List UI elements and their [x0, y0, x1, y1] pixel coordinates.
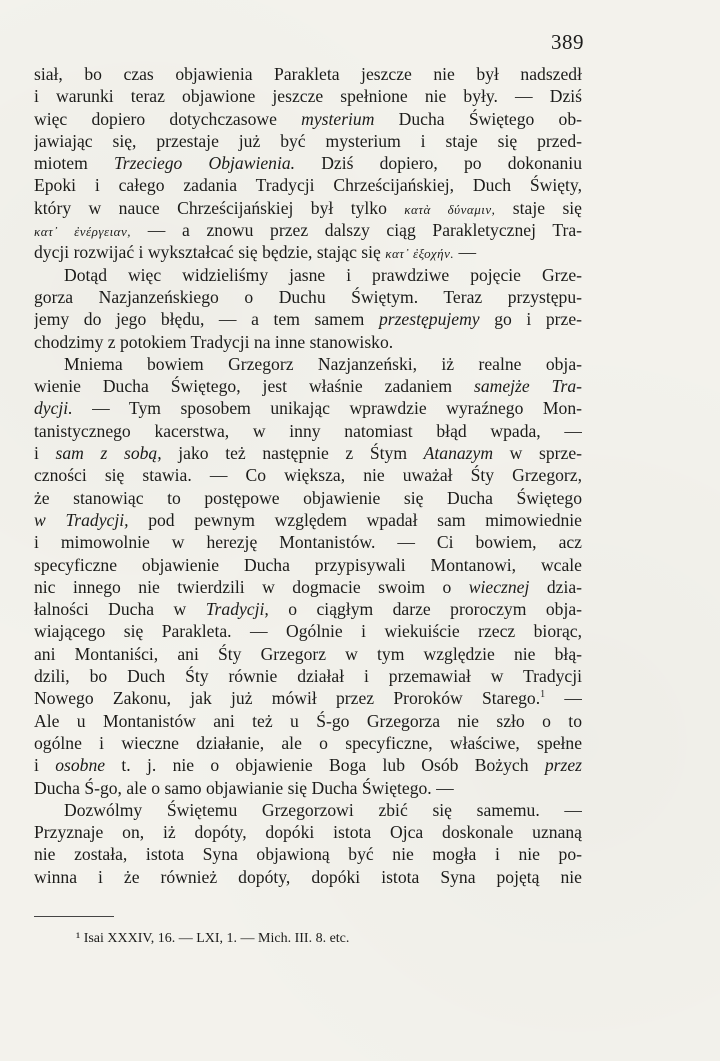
text-segment: — [545, 688, 582, 709]
text-line [34, 754, 582, 776]
italic-text: samejże Tra- [474, 376, 582, 397]
text-segment: pod pewnym względem wpadał sam mimowiednie [128, 509, 582, 530]
italic-text: sam z sobą, [55, 443, 162, 464]
text-line [34, 487, 582, 509]
greek-phrase: κατ᾽ ἐνέργειαν, [34, 224, 132, 240]
italic-text: Tradycji, [205, 599, 269, 620]
text-segment: jemy do jego błędu, — a tem samem [34, 309, 379, 330]
text-line [34, 732, 582, 754]
text-line [34, 598, 582, 620]
italic-text: w Tradycji, [34, 509, 129, 530]
text-segment: — Tym sposobem unikając wprawdzie wyraźnego Mon- [72, 398, 582, 419]
page-number: 389 [551, 30, 584, 54]
text-line [34, 442, 582, 464]
italic-text: wiecznej [468, 576, 530, 597]
text-line [34, 710, 582, 732]
italic-text: mysterium [301, 108, 375, 129]
text-segment: o ciągłym darze proroczym obja- [268, 599, 582, 620]
text-segment: i [34, 443, 56, 464]
text-segment: — [454, 242, 477, 263]
text-segment: który w nauce Chrześcijańskiej był tylko [34, 197, 405, 218]
text-segment: i mimowolnie w herezję Montanistów. — Ci bowiem, acz [34, 532, 582, 553]
text-line [34, 777, 582, 799]
text-line [34, 353, 582, 375]
text-line [34, 531, 582, 553]
text-segment: i warunki teraz objawione jeszcze spełnione nie były. — Dziś [34, 86, 582, 107]
text-line [34, 130, 582, 152]
footnote-marker: 1 [540, 689, 546, 701]
text-segment: Dziś dopiero, po dokonaniu [295, 153, 582, 174]
text-line [34, 308, 582, 330]
text-line [34, 219, 582, 241]
text-segment: Ducha Ś-go, ale o samo objawianie się Ducha Świętego. — [34, 777, 454, 798]
italic-text: osobne [55, 755, 106, 776]
text-line [34, 63, 582, 85]
greek-phrase: κατ᾽ ἐξοχήν. [385, 246, 455, 262]
footnote: ¹ Isai XXXIV, 16. — LXI, 1. — Mich. III. 8. etc. [76, 931, 350, 946]
text-line [34, 397, 582, 419]
text-line [34, 420, 582, 442]
text-segment: ogólne i wieczne działanie, ale o specyficzne, właściwe, spełne [34, 732, 582, 753]
text-line [34, 509, 582, 531]
text-segment: wiającego się Parakleta. — Ogólnie i wiekuiście rzecz biorąc, [34, 621, 582, 642]
text-segment: czności się stawia. — Co większa, nie uważał Śty Grzegorz, [34, 465, 582, 486]
text-segment: więc dopiero dotychczasowe [34, 108, 302, 129]
text-segment: wienie Ducha Świętego, jest właśnie zadaniem [34, 376, 475, 397]
text-segment: siał, bo czas objawienia Parakleta jeszcze nie był nadszedł [34, 64, 582, 84]
text-segment: w sprze- [493, 443, 582, 464]
text-segment: Ducha Świętego ob- [374, 108, 582, 129]
text-segment: ani Montaniści, ani Śty Grzegorz w tym względzie nie błą- [34, 643, 582, 664]
text-line [34, 843, 582, 865]
greek-phrase: κατὰ δύναμιν, [404, 201, 496, 217]
text-line [34, 821, 582, 843]
text-segment: łalności Ducha w [34, 599, 206, 620]
footnote-divider [34, 916, 114, 917]
italic-text: przestępujemy [378, 309, 480, 330]
text-line [34, 241, 582, 263]
text-segment: Nowego Zakonu, jak już mówił przez Proroków Starego. [34, 688, 541, 709]
text-segment: miotem [34, 153, 114, 174]
text-segment: dzili, bo Duch Śty równie działał i przemawiał w Tradycji [34, 666, 582, 687]
text-line [34, 554, 582, 576]
text-line [34, 643, 582, 665]
text-line [34, 687, 582, 709]
text-segment: Przyznaje on, iż dopóty, dopóki istota Ojca doskonale uznaną [34, 822, 582, 843]
text-segment: staje się [495, 197, 582, 218]
text-line [34, 197, 582, 219]
text-segment: dzia- [529, 576, 582, 597]
text-segment: że stanowiąc to postępowe objawienie się Ducha Świętego [34, 487, 582, 508]
text-segment: Epoki i całego zadania Tradycji Chrześcijańskiej, Duch Święty, [34, 175, 582, 196]
text-line [34, 286, 582, 308]
italic-text: dycji. [34, 398, 73, 419]
text-segment: go i prze- [479, 309, 582, 330]
text-line [34, 375, 582, 397]
body-text [34, 63, 582, 888]
text-segment: Mniema bowiem Grzegorz Nazjanzeński, iż realne obja- [64, 353, 582, 374]
text-segment: Dozwólmy Świętemu Grzegorzowi zbić się samemu. — [64, 799, 582, 820]
italic-text: Atanazym [423, 443, 494, 464]
text-segment: Dotąd więc widzieliśmy jasne i prawdziwe pojęcie Grze- [64, 264, 582, 285]
text-segment: winna i że również dopóty, dopóki istota Syna pojętą nie [34, 866, 582, 887]
text-segment: i [34, 755, 56, 776]
italic-text: przez [544, 755, 582, 776]
text-line [34, 85, 582, 107]
text-line [34, 576, 582, 598]
text-segment: jawiając się, przestaje już być mysterium i staje się przed- [34, 130, 582, 151]
text-segment: chodzimy z potokiem Tradycji na inne stanowisko. [34, 331, 394, 352]
text-segment: t. j. nie o objawienie Boga lub Osób Bożych [105, 755, 545, 776]
text-segment: — a znowu przez dalszy ciąg Parakletycznej Tra- [131, 220, 582, 241]
text-line [34, 799, 582, 821]
text-line [34, 620, 582, 642]
text-segment: Ale u Montanistów ani też u Ś-go Grzegorza nie szło o to [34, 710, 582, 731]
text-segment: gorza Nazjanzeńskiego o Duchu Świętym. Teraz przystępu- [34, 286, 582, 307]
text-segment: dycji rozwijać i wykształcać się będzie, stając się [34, 242, 386, 263]
text-line [34, 665, 582, 687]
text-line [34, 152, 582, 174]
text-segment: nie została, istota Syna objawioną być nie mogła i nie po- [34, 844, 582, 865]
text-segment: nic innego nie twierdzili w dogmacie swoim o [34, 576, 469, 597]
text-line [34, 331, 582, 353]
text-line [34, 264, 582, 286]
text-segment: tanistycznego kacerstwa, w inny natomiast błąd wpada, — [34, 420, 582, 441]
text-segment: jako też następnie z Śtym [161, 443, 424, 464]
text-line [34, 464, 582, 486]
italic-text: Trzeciego Objawienia. [113, 153, 296, 174]
text-line [34, 108, 582, 130]
text-line [34, 174, 582, 196]
text-segment: specyficzne objawienie Ducha przypisywali Montanowi, wcale [34, 554, 582, 575]
text-line [34, 866, 582, 888]
